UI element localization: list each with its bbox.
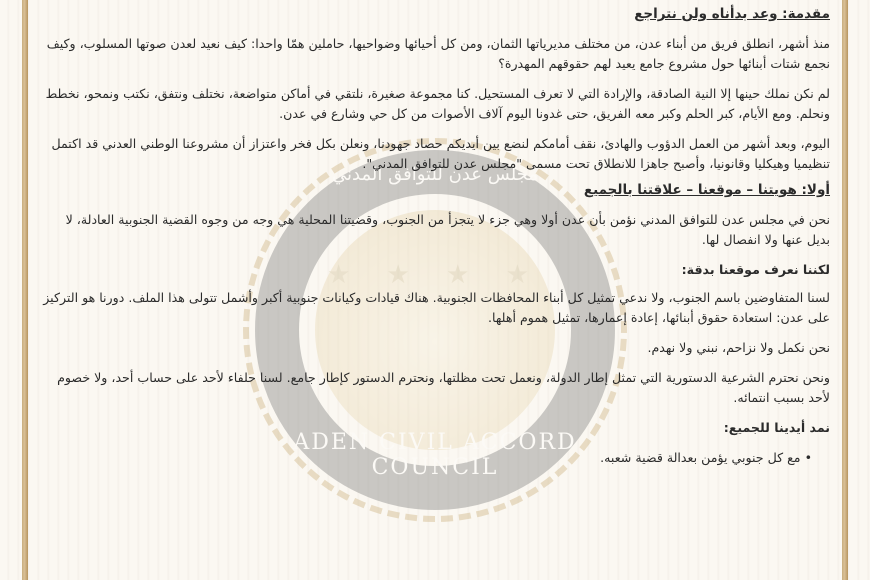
paragraph-3: اليوم، وبعد أشهر من العمل الدؤوب والهادئ، نقف أمامكم لنضع بين أيديكم حصاد جهودنا، ونعلن بكل فخر واعتزاز أن مشروعنا الوطني العدني قد اكتمل تنظيميا وهيكليا وقانونيا، وأصبح جاهزا للانطلاق تحت مسمى "مجلس عدن للتوافق المدني".: [51, 136, 830, 171]
paragraph-4: نحن في مجلس عدن للتوافق المدني نؤمن بأن عدن أولا وهي جزء لا يتجزأ من الجنوب، وقضيتنا المحلية هي وجه من وجوه القضية الجنوبية العادلة، لا بديل عنها ولا انفصال لها.: [65, 212, 830, 247]
paragraph-2: لم نكن نملك حينها إلا النية الصادقة، والإرادة التي لا تعرف المستحيل. كنا مجموعة صغيرة، نلتقي في أماكن متواضعة، نختلف ونتفق، نكتب ونمحو، نخطط ونحلم. ومع الأيام، كبر الحلم وكبر معه الفريق، حتى غدونا اليوم آلاف الأصوات من كل حي وشارع في عدن.: [45, 86, 830, 121]
paragraph-1: منذ أشهر، انطلق فريق من أبناء عدن، من مختلف مديرياتها الثمان، ومن كل أحيائها وضواحيها، حاملين همّا واحدا: كيف نعيد لعدن صوتها المسلوب، وكيف نجمع شتات أبنائها حول مشروع جامع يعيد لهم حقوقهم المهدرة؟: [46, 36, 830, 71]
emblem-arabic-text: مجلس عدن للتوافق المدني: [332, 164, 538, 185]
document-body: [40, 0, 830, 468]
subheading-outreach: نمد أيدينا للجميع:: [723, 420, 830, 435]
paragraph-5: لسنا المتفاوضين باسم الجنوب، ولا ندعي تمثيل كل أبناء المحافظات الجنوبية. هناك قيادات وكيانات جنوبية أكبر وأشمل تتولى هذا الملف. دورنا هو التركيز على عدن: استعادة حقوق أبنائها، إعادة إعمارها، تمثيل هموم أهلها.: [43, 290, 830, 325]
right-gold-border: [842, 0, 848, 580]
paragraph-6: نحن نكمل ولا نزاحم، نبني ولا نهدم.: [647, 340, 830, 355]
intro-heading: مقدمة: وعد بدأناه ولن نتراجع: [634, 6, 830, 22]
left-gold-border: [22, 0, 28, 580]
star-icons: ★ ★ ★ ★: [326, 260, 544, 290]
emblem-english-text: ADEN CIVIL ACCORD COUNCIL: [293, 430, 577, 480]
subheading-position: لكننا نعرف موقعنا بدقة:: [681, 262, 830, 277]
paragraph-7: ونحن نحترم الشرعية الدستورية التي تمثل إطار الدولة، ونعمل تحت مظلتها، ونحترم الدستور كإطار جامع. لسنا حلفاء لأحد على حساب أحد، ولا خصوم لأحد بسبب انتمائه.: [57, 370, 830, 405]
bullet-item-1: • مع كل جنوبي يؤمن بعدالة قضية شعبه.: [40, 448, 830, 468]
section-heading-identity: أولا: هويتنا – موقعنا – علاقتنا بالجميع: [583, 182, 830, 198]
